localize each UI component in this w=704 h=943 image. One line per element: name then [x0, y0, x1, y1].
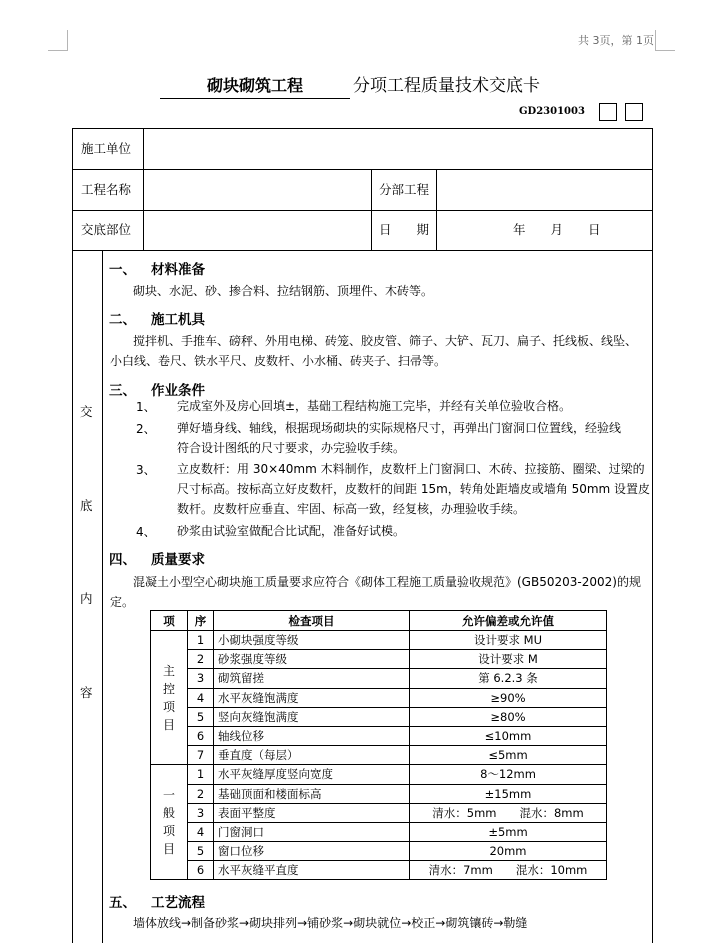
document-code: GD2301003 [519, 106, 585, 117]
row-number: 6 [188, 861, 214, 880]
column-header: 允许偏差或允许值 [410, 611, 607, 631]
row-number: 6 [188, 726, 214, 745]
allowed-value: ≥90% [410, 688, 607, 707]
section-heading [109, 891, 205, 911]
allowed-value: 清水：5mm 混水：8mm [410, 803, 607, 822]
frame-top-border [72, 128, 653, 129]
check-item: 轴线位移 [214, 726, 410, 745]
group-label-char: 控 [162, 681, 175, 696]
col-divider [436, 169, 437, 251]
item-number: 2、 [136, 422, 156, 436]
table-row [151, 765, 607, 784]
table-row [151, 803, 607, 822]
item-text: 立皮数杆：用 30×40mm 木料制作，皮数杆上门窗洞口、木砖、拉接筋、圈梁、过梁的 [177, 462, 645, 476]
check-item: 表面平整度 [214, 803, 410, 822]
row-number: 1 [188, 765, 214, 784]
construction-unit-label: 施工单位 [81, 141, 132, 156]
column-header: 检查项目 [214, 611, 410, 631]
table-row [151, 650, 607, 669]
project-name-label: 工程名称 [81, 182, 132, 197]
side-label-char: 容 [80, 685, 93, 700]
document-title [160, 74, 620, 100]
allowed-value: 清水：7mm 混水：10mm [410, 861, 607, 880]
allowed-value: ≤10mm [410, 726, 607, 745]
group-label-general [151, 765, 188, 880]
project-name-title: 砌块砌筑工程 [160, 74, 350, 99]
row-number: 3 [188, 803, 214, 822]
allowed-value: 8～12mm [410, 765, 607, 784]
side-label-char: 内 [80, 591, 93, 606]
section-text: 定。 [110, 595, 135, 609]
table-row [151, 784, 607, 803]
side-label-divider [102, 250, 103, 943]
row-number: 3 [188, 669, 214, 688]
row-number: 7 [188, 746, 214, 765]
check-item: 基础顶面和楼面标高 [214, 784, 410, 803]
table-row [151, 726, 607, 745]
page-indicator: 共 3页，第 1页 [578, 34, 654, 47]
group-label-main-control [151, 631, 188, 765]
check-item: 砂浆强度等级 [214, 650, 410, 669]
side-label-char: 底 [80, 498, 93, 513]
check-item: 门窗洞口 [214, 822, 410, 841]
allowed-value: 设计要求 MU [410, 631, 607, 650]
section-text: 砌块、水泥、砂、掺合料、拉结钢筋、顶埋件、木砖等。 [133, 284, 434, 298]
item-number: 3、 [136, 463, 156, 477]
table-row [151, 631, 607, 650]
check-item: 水平灰缝平直度 [214, 861, 410, 880]
date-label: 日 期 [379, 222, 430, 237]
check-item: 垂直度（每层） [214, 746, 410, 765]
row-number: 4 [188, 688, 214, 707]
crop-mark [48, 50, 68, 51]
check-item: 水平灰缝饱满度 [214, 688, 410, 707]
column-header: 项 [151, 611, 188, 631]
table-row [151, 861, 607, 880]
section-heading [109, 548, 205, 568]
group-label-char: 目 [162, 842, 175, 857]
check-item: 窗口位移 [214, 842, 410, 861]
section-title: 质量要求 [151, 552, 205, 568]
check-item: 竖向灰缝饱满度 [214, 707, 410, 726]
check-item: 小砌块强度等级 [214, 631, 410, 650]
table-row [151, 822, 607, 841]
section-title: 作业条件 [151, 383, 205, 399]
group-label-char: 项 [162, 699, 175, 714]
date-value: 年 月 日 [513, 222, 601, 237]
item-text: 符合设计图纸的尺寸要求，办完验收手续。 [177, 441, 406, 455]
row-number: 4 [188, 822, 214, 841]
table-row [151, 842, 607, 861]
section-number: 四、 [109, 552, 136, 568]
allowed-value: 第 6.2.3 条 [410, 669, 607, 688]
allowed-value: ≤5mm [410, 746, 607, 765]
row-divider [72, 210, 653, 211]
crop-mark [67, 30, 68, 50]
table-header-row [151, 611, 607, 631]
row-divider [72, 250, 653, 251]
section-heading [109, 258, 205, 278]
checkbox-square[interactable] [625, 103, 643, 121]
group-label-char: 般 [162, 806, 175, 821]
check-item: 砌筑留搓 [214, 669, 410, 688]
side-label-char: 交 [80, 404, 93, 419]
group-label-char: 主 [162, 663, 175, 678]
allowed-value: ≥80% [410, 707, 607, 726]
section-text: 小白线、卷尺、铁水平尺、皮数杆、小水桶、砖夹子、扫帚等。 [110, 354, 447, 368]
table-row [151, 688, 607, 707]
row-number: 5 [188, 707, 214, 726]
item-number: 4、 [136, 525, 156, 539]
row-number: 5 [188, 842, 214, 861]
section-heading [109, 308, 205, 328]
check-item: 水平灰缝厚度竖向宽度 [214, 765, 410, 784]
allowed-value: 设计要求 M [410, 650, 607, 669]
section-number: 三、 [109, 383, 136, 399]
column-header: 序 [188, 611, 214, 631]
section-title: 材料准备 [151, 262, 205, 278]
group-label-char: 一 [162, 788, 175, 803]
group-label-char: 项 [162, 824, 175, 839]
item-text: 弹好墙身线、轴线，根据现场砌块的实际规格尺寸，再弹出门窗洞口位置线，经验线 [177, 421, 622, 435]
crop-mark [655, 30, 656, 50]
item-text: 砂浆由试验室做配合比试配，准备好试模。 [177, 524, 406, 538]
checkbox-square[interactable] [599, 103, 617, 121]
section-text: 搅拌机、手推车、磅秤、外用电梯、砖笼、胶皮管、筛子、大铲、瓦刀、扁子、托线板、线坠、 [133, 334, 638, 348]
row-number: 2 [188, 784, 214, 803]
quality-table [150, 610, 607, 880]
title-suffix: 分项工程质量技术交底卡 [353, 76, 540, 96]
row-divider [72, 169, 653, 170]
row-number: 2 [188, 650, 214, 669]
allowed-value: ±5mm [410, 822, 607, 841]
section-text: 混凝土小型空心砌块施工质量要求应符合《砌体工程施工质量验收规范》(GB50203-2002)的规 [133, 575, 641, 589]
item-number: 1、 [136, 400, 156, 414]
group-label-char: 目 [162, 717, 175, 732]
section-title: 工艺流程 [151, 895, 205, 911]
allowed-value: 20mm [410, 842, 607, 861]
col-divider [371, 169, 372, 251]
row-number: 1 [188, 631, 214, 650]
col-divider [143, 128, 144, 251]
section-title: 施工机具 [151, 312, 205, 328]
table-row [151, 707, 607, 726]
table-row [151, 746, 607, 765]
allowed-value: ±15mm [410, 784, 607, 803]
briefing-part-label: 交底部位 [81, 222, 132, 237]
section-number: 一、 [109, 262, 136, 278]
section-heading [109, 379, 205, 399]
item-text: 尺寸标高。按标高立好皮数杆，皮数杆的间距 15m，转角处距墙皮或墙角 50mm 设置皮 [177, 482, 651, 496]
table-row [151, 669, 607, 688]
section-text: 墙体放线→制备砂浆→砌块排列→铺砂浆→砌块就位→校正→砌筑镶砖→勒缝 [133, 916, 528, 930]
item-text: 数杆。皮数杆应垂直、牢固、标高一致，经复核，办理验收手续。 [177, 502, 526, 516]
sub-project-label: 分部工程 [379, 182, 430, 197]
crop-mark [655, 50, 675, 51]
section-number: 二、 [109, 312, 136, 328]
item-text: 完成室外及房心回填±，基础工程结构施工完毕，并经有关单位验收合格。 [177, 399, 572, 413]
section-number: 五、 [109, 895, 136, 911]
